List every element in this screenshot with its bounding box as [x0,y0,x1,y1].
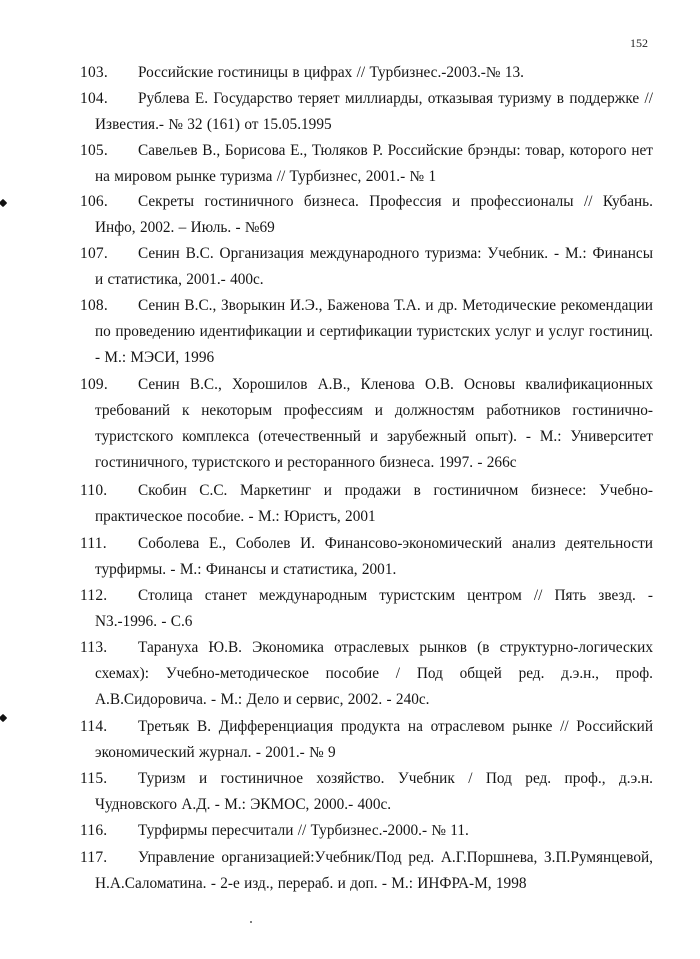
reference-text: Столица станет международным туристским центром // Пять звезд. - N3.-1996. - С.6 [95,587,653,630]
reference-text: Сенин В.С., Хорошилов А.В., Кленова О.В. Основы квалификационных требований к некоторым профессиям и должностям работников гостинично-туристского комплекса (отечественный и зарубежный опыт). - М.: Университет гостиничного, туристского и ресторанного бизнеса. 1997. - 266с [95,376,653,471]
reference-number: 109. [80,376,108,393]
reference-number: 112. [80,587,108,604]
reference-number: 106. [80,193,108,210]
reference-number: 111. [80,535,107,552]
reference-number: 103. [80,64,108,81]
reference-number: 108. [80,297,108,314]
reference-number: 104. [80,90,108,107]
reference-text: Савельев В., Борисова Е., Тюляков Р. Российские брэнды: товар, которого нет на мировом рынке туризма // Турбизнес, 2001.- № 1 [95,142,653,185]
reference-text: Турфирмы пересчитали // Турбизнес.-2000.- № 11. [138,822,469,839]
reference-text: Третьяк В. Дифференциация продукта на отраслевом рынке // Российский экономический журнал. - 2001.- № 9 [95,718,653,761]
reference-number: 110. [80,482,108,499]
page-number: 152 [630,36,648,50]
reference-text: Скобин С.С. Маркетинг и продажи в гостиничном бизнесе: Учебно-практическое пособие. - М.: Юристъ, 2001 [95,482,653,525]
reference-number: 117. [80,849,108,866]
reference-number: 113. [80,639,108,656]
reference-number: 116. [80,822,108,839]
reference-text: Российские гостиницы в цифрах // Турбизнес.-2003.-№ 13. [138,64,524,81]
reference-text: Соболева Е., Соболев И. Финансово-экономический анализ деятельности турфирмы. - М.: Финансы и статистика, 2001. [95,535,653,578]
reference-text: Рублева Е. Государство теряет миллиарды, отказывая туризму в поддержке // Известия.- № 32 (161) от 15.05.1995 [95,90,653,133]
reference-text: Сенин В.С. Организация международного туризма: Учебник. - М.: Финансы и статистика, 2001.- 400с. [95,245,653,288]
reference-text: Туризм и гостиничное хозяйство. Учебник / Под ред. проф., д.э.н. Чудновского А.Д. - М.: ЭКМОС, 2000.- 400с. [95,770,653,813]
reference-text: Управление организацией:Учебник/Под ред. А.Г.Поршнева, З.П.Румянцевой, Н.А.Саломатина. - 2-е изд., перераб. и доп. - М.: ИНФРА-М, 1998 [95,849,653,892]
reference-number: 114. [80,718,108,735]
reference-text: Тарануха Ю.В. Экономика отраслевых рынков (в структурно-логических схемах): Учебно-методическое пособие / Под общей ред. д.э.н., проф. А.В.Сидоровича. - М.: Дело и сервис, 2002. - 240с. [95,639,653,708]
reference-number: 115. [80,770,108,787]
reference-number: 105. [80,142,108,159]
reference-number: 107. [80,245,108,262]
reference-text: Секреты гостиничного бизнеса. Профессия и профессионалы // Кубань. Инфо, 2002. – Июль. - №69 [95,193,653,236]
reference-text: Сенин В.С., Зворыкин И.Э., Баженова Т.А. и др. Методические рекомендации по проведению идентификации и сертификации туристских услуг и услуг гостиниц. - М.: МЭСИ, 1996 [95,297,653,366]
